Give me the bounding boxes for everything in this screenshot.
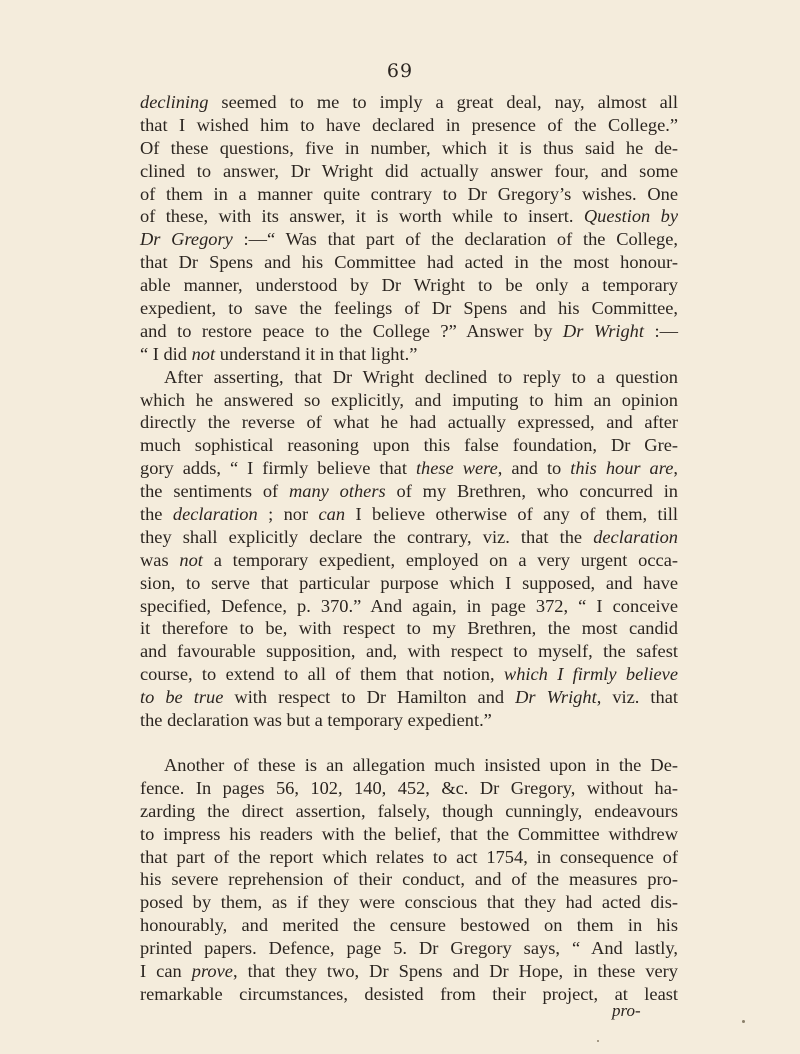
text-line: gory adds, “ I firmly believe that these were, and to this hour are, <box>140 458 679 479</box>
paper-speck <box>742 1020 745 1023</box>
text-line: of these, with its answer, it is worth while to insert. Question by <box>140 206 678 227</box>
paper-speck <box>597 1040 599 1042</box>
text-line: “ I did not understand it in that light.” <box>140 343 418 364</box>
text-line: to impress his readers with the belief, that the Committee withdrew <box>140 823 678 844</box>
text-line: sion, to serve that particular purpose which I supposed, and have <box>140 572 678 593</box>
body-text <box>140 91 678 1006</box>
text-line: After asserting, that Dr Wright declined to reply to a question <box>164 366 678 387</box>
text-line: I can prove, that they two, Dr Spens and Dr Hope, in these very <box>140 960 678 981</box>
text-line: much sophistical reasoning upon this false foundation, Dr Gre- <box>140 435 678 456</box>
text-line: Dr Gregory :—“ Was that part of the declaration of the College, <box>140 229 678 250</box>
text-line: posed by them, as if they were conscious that they had acted dis- <box>140 892 678 913</box>
text-line: declining seemed to me to imply a great deal, nay, almost all <box>140 92 678 112</box>
paragraph-2 <box>140 366 678 732</box>
text-line: they shall explicitly declare the contrary, viz. that the declaration <box>140 526 678 547</box>
text-line: and to restore peace to the College ?” Answer by Dr Wright :— <box>140 320 678 341</box>
text-line: printed papers. Defence, page 5. Dr Gregory says, “ And lastly, <box>140 938 678 959</box>
text-line: course, to extend to all of them that notion, which I firmly believe <box>140 664 678 685</box>
text-line: of them in a manner quite contrary to Dr Gregory’s wishes. One <box>140 183 678 204</box>
text-line: honourably, and merited the censure bestowed on them in his <box>140 915 678 936</box>
catchword: pro- <box>612 1001 641 1020</box>
text-line: fence. In pages 56, 102, 140, 452, &c. Dr Gregory, without ha- <box>140 777 678 798</box>
text-line: Of these questions, five in number, which it is thus said he de- <box>140 137 678 158</box>
text-line: clined to answer, Dr Wright did actually answer four, and some <box>140 160 678 181</box>
text-line: the declaration ; nor can I believe otherwise of any of them, till <box>140 504 678 525</box>
text-line: able manner, understood by Dr Wright to be only a temporary <box>140 275 678 296</box>
text-line: specified, Defence, p. 370.” And again, in page 372, “ I conceive <box>140 595 678 616</box>
paragraph-1 <box>140 91 678 366</box>
text-line: the sentiments of many others of my Brethren, who concurred in <box>140 481 679 502</box>
paragraph-3 <box>140 754 678 1006</box>
text-line: that I wished him to have declared in presence of the College.” <box>140 114 678 135</box>
text-line: was not a temporary expedient, employed on a very urgent occa- <box>140 549 678 570</box>
text-line: Another of these is an allegation much insisted upon in the De- <box>164 754 678 775</box>
text-line: zarding the direct assertion, falsely, though cunningly, endeavours <box>140 800 678 821</box>
text-line: which he answered so explicitly, and imputing to him an opinion <box>140 389 678 410</box>
text-line: and favourable supposition, and, with respect to myself, the safest <box>140 641 678 662</box>
text-line: his severe reprehension of their conduct, and of the measures pro- <box>140 869 678 890</box>
text-line: directly the reverse of what he had actually expressed, and after <box>140 412 678 433</box>
text-line: it therefore to be, with respect to my Brethren, the most candid <box>140 618 678 639</box>
page-number: 69 <box>386 60 414 82</box>
paragraph-gap <box>140 732 678 754</box>
text-line: that Dr Spens and his Committee had acted in the most honour- <box>140 252 678 273</box>
text-line: to be true with respect to Dr Hamilton and Dr Wright, viz. that <box>140 687 679 708</box>
text-line: that part of the report which relates to act 1754, in consequence of <box>140 846 678 867</box>
text-line: expedient, to save the feelings of Dr Spens and his Committee, <box>140 298 678 319</box>
text-line: remarkable circumstances, desisted from their project, at least <box>140 983 678 1004</box>
text-line: the declaration was but a temporary expedient.” <box>140 710 492 731</box>
